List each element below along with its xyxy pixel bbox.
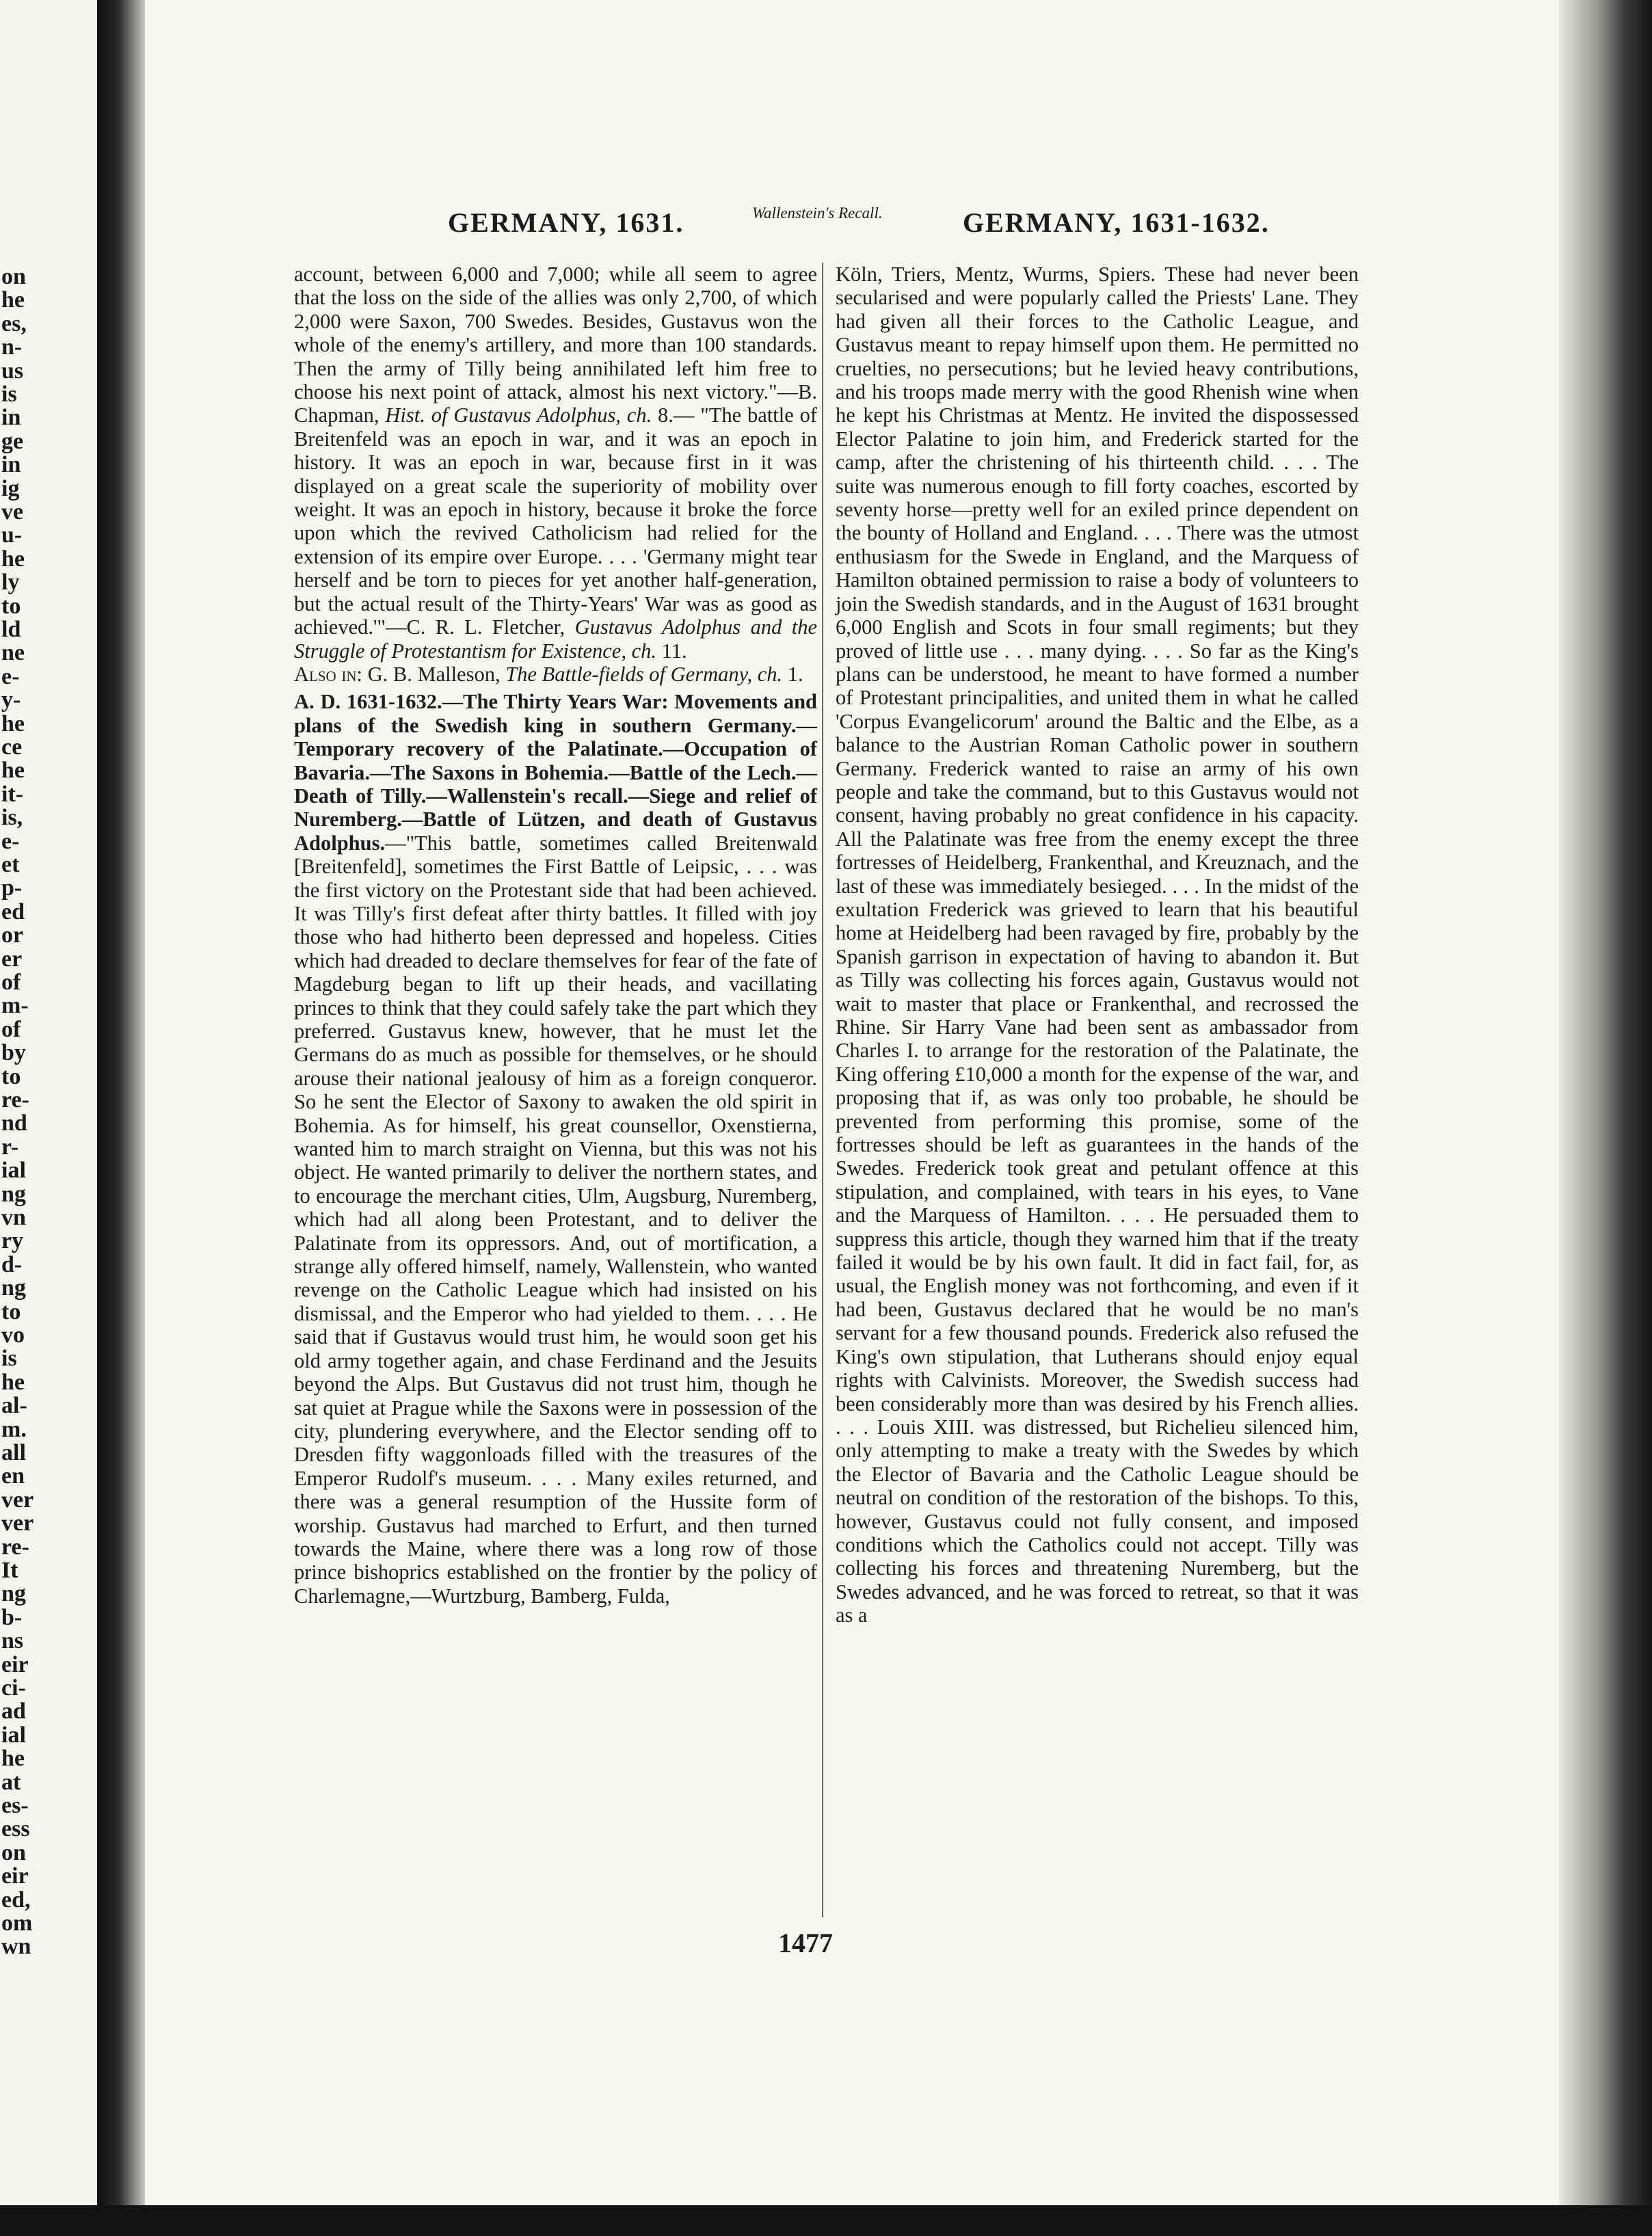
- adjacent-page-fragment: d-: [1, 1251, 23, 1277]
- adjacent-page-fragment: ce: [1, 734, 23, 760]
- adjacent-page-fragment: ng: [1, 1275, 26, 1301]
- adjacent-page-fragment: to: [1, 1063, 21, 1089]
- adjacent-page-fragment: ad: [1, 1699, 26, 1725]
- adjacent-page-fragment: at: [1, 1769, 21, 1795]
- adjacent-page-fragment: in: [1, 405, 21, 431]
- adjacent-page-fragment: re-: [1, 1087, 29, 1113]
- adjacent-page-fragment: es-: [1, 1793, 29, 1818]
- adjacent-page-fragment: b-: [1, 1604, 23, 1630]
- adjacent-page-fragment: to: [1, 1299, 21, 1325]
- adjacent-page-fragment: us: [1, 358, 24, 384]
- adjacent-page-fragment: vn: [1, 1205, 26, 1230]
- adjacent-page-fragment: es,: [1, 310, 27, 336]
- adjacent-page-fragment: nd: [1, 1110, 27, 1136]
- adjacent-page-fragment: et: [1, 852, 20, 877]
- adjacent-page-fragment: er: [1, 946, 23, 972]
- adjacent-page-fragment: in: [1, 452, 21, 478]
- adjacent-page-fragment: he: [1, 1369, 25, 1395]
- running-head-right: GERMANY, 1631-1632.: [963, 207, 1270, 238]
- adjacent-page-fragment: ial: [1, 1158, 26, 1184]
- adjacent-page-fragment: ne: [1, 640, 25, 666]
- adjacent-page-fragment: he: [1, 710, 25, 736]
- adjacent-page-fragment: ge: [1, 428, 24, 454]
- adjacent-page-fragment: e-: [1, 828, 20, 854]
- adjacent-page-fragment: ve: [1, 499, 24, 524]
- adjacent-page-fragment: It: [1, 1558, 18, 1583]
- adjacent-page-fragment: y-: [1, 687, 21, 713]
- right-column-text: Köln, Triers, Mentz, Wurms, Spiers. These had never been secularised and were popularly called the Priests' Lane. They had given all their forces to the Catholic League, and Gustavus meant to repay himself upon them. He permitted no cruelties, no persecutions; but he levied heavy contributions, and his troops made merry with the good Rhenish wine when he kept his Christmas at Mentz. He invited the dispossessed Elector Palatine to join him, and Frederick started for the camp, after the christening of his thirteenth child. . . . The suite was numerous enough to fill forty coaches, escorted by seventy horse—pretty well for an exiled prince dependent on the bounty of Holland and England. . . . There was the utmost enthusiasm for the Swede in England, and the Marquess of Hamilton obtained permission to raise a body of volunteers to join the Swedish standards, and in the August of 1631 brought 6,000 English and Scots in four small regiments; but they proved of little use . . . many dying. . . . So far as the King's plans can be understood, he meant to have formed a number of Protestant principalities, and united them in what he called 'Corpus Evangelicorum' around the Baltic and the Elbe, as a balance to the Austrian Roman Catholic power in southern Germany. Frederick wanted to raise an army of his own people and take the command, but to this Gustavus would not consent, having probably no great confidence in his capacity. All the Palatinate was free from the enemy except the three fortresses of Heidelberg, Frankenthal, and Kreuznach, and the last of these was immediately besieged. . . . In the midst of the exultation Frederick was grieved to learn that his beautiful home at Heidelberg had been ravaged by fire, probably by the Spanish garrison in expectation of having to abandon it. But as Tilly was collecting his forces again, Gustavus would not wait to master that place or Frankenthal, and recrossed the Rhine. Sir Harry Vane had been sent as ambassador from Charles I. to arrange for the restoration of the Palatinate, the King offering £10,000 a month for the expense of the war, and proposing that if, as was only too probable, he should be prevented from performing this promise, some of the fortresses should be left as guarantees in the hands of the Swedes. Frederick took great and petulant offence at this stipulation, and complained, with tears in his eyes, to Vane and the Marquess of Hamilton. . . . He persuaded them to suppress this article, though they warned him that if the treaty failed it would be by his own fault. It did in fact fail, for, as usual, the English money was not forthcoming, and even if it had been, Gustavus declared that he would be no man's servant for a few thousand pounds. Frederick also refused the King's own stipulation, that Lutherans should enjoy equal rights with Calvinists. Moreover, the Swedish success had been considerably more than was desired by his French allies. . . . Louis XIII. was distressed, but Richelieu silenced him, only attempting to make a treaty with the Swedes by which the Elector of Bavaria and the Catholic League should be neutral on condition of the restoration of the bishops. To this, however, Gustavus could not fully consent, and imposed conditions which the Catholics could not accept. Tilly was collecting his forces and threatening Nuremberg, but the Swedes advanced, and he was forced to retreat, so that it was as a: [836, 263, 1359, 1627]
- adjacent-page-fragment: on: [1, 264, 26, 289]
- left-column: [294, 263, 817, 1608]
- entry-heading: A. D. 1631-1632.—The Thirty Years War: Movements and plans of the Swedish king in southern Germany.—Temporary recovery of the Palatinate.—Occupation of Bavaria.—The Saxons in Bohemia.—Battle of the Lech.—Death of Tilly.—Wallenstein's recall.—Siege and relief of Nuremberg.—Battle of Lützen, and death of Gustavus Adolphus.: [294, 690, 817, 855]
- adjacent-page-fragment: ver: [1, 1487, 34, 1513]
- running-head-center: Wallenstein's Recall.: [752, 204, 883, 222]
- column-rule: [822, 263, 823, 1917]
- adjacent-page-fragment: he: [1, 1746, 25, 1772]
- adjacent-page-fragment: n-: [1, 334, 23, 360]
- entry-text: —"This battle, sometimes called Breitenwald [Breitenfeld], sometimes the First Battle of Leipsic, . . . was the first victory on the Protestant side that had been achieved. It was Tilly's first defeat after thirty battles. It filled with joy those who had hitherto been depressed and hopeless. Cities which had dreaded to declare themselves for fear of the fate of Magdeburg began to lift up their heads, and vacillating princes to think that they could safely take the part which they preferred. Gustavus knew, however, that he must let the Germans do as much as possible for themselves, or he should arouse their national jealousy of him as a foreign conqueror. So he sent the Elector of Saxony to awaken the old spirit in Bohemia. As for himself, his great counsellor, Oxenstierna, wanted him to march straight on Vienna, but this was not his object. He wanted primarily to deliver the northern states, and to encourage the merchant cities, Ulm, Augsburg, Nuremberg, which had all along been Protestant, and to deliver the Palatinate from its oppressors. And, out of mortification, a strange ally offered himself, namely, Wallenstein, who wanted revenge on the Catholic League which had insisted on his dismissal, and the Emperor who had yielded to them. . . . He said that if Gustavus would trust him, he would soon get his old army together again, and chase Ferdinand and the Jesuits beyond the Alps. But Gustavus did not trust him, though he sat quiet at Prague while the Saxons were in possession of the city, plundering everywhere, and the Elector sending off to Dresden fifty waggonloads filled with the treasures of the Emperor Rudolf's museum. . . . Many exiles returned, and there was a general resumption of the Hussite form of worship. Gustavus had marched to Erfurt, and then turned towards the Maine, where there was a long row of those prince bishoprics established on the frontier by the policy of Charlemagne,—Wurtzburg, Bamberg, Fulda,: [294, 831, 817, 1608]
- adjacent-page-fragment: of: [1, 970, 21, 995]
- also-in-reference: Also in: G. B. Malleson, The Battle-fields of Germany, ch. 1.: [294, 662, 803, 686]
- adjacent-page-fragment: to: [1, 593, 21, 619]
- adjacent-page-fragment: p-: [1, 875, 23, 901]
- adjacent-page-fragment: ly: [1, 570, 20, 596]
- adjacent-page-fragment: is: [1, 382, 17, 407]
- gutter-shadow: [97, 0, 145, 2236]
- adjacent-page-fragment: re-: [1, 1534, 29, 1560]
- adjacent-page-fragment: eir: [1, 1651, 29, 1677]
- adjacent-page-fragment: u-: [1, 522, 23, 548]
- adjacent-page-fragment: e-: [1, 663, 20, 689]
- adjacent-page-fragment: ld: [1, 617, 21, 642]
- adjacent-page-strip: [0, 0, 97, 2236]
- adjacent-page-fragment: it-: [1, 781, 24, 807]
- page-edge-stack: [1559, 0, 1652, 2236]
- adjacent-page-fragment: of: [1, 1016, 21, 1042]
- adjacent-page-fragment: he: [1, 287, 25, 313]
- adjacent-page-fragment: ci-: [1, 1675, 26, 1701]
- adjacent-page-fragment: is: [1, 1346, 17, 1372]
- adjacent-page-fragment: ver: [1, 1510, 34, 1536]
- adjacent-page-fragment: vo: [1, 1322, 25, 1348]
- paragraph-continuation: account, between 6,000 and 7,000; while all seem to agree that the loss on the side of the allies was only 2,700, of which 2,000 were Saxon, 700 Swedes. Besides, Gustavus won the whole of the enemy's artillery, and more than 100 standards. Then the army of Tilly being annihilated left him free to choose his next point of attack, almost his next victory."—B. Chapman, Hist. of Gustavus Adolphus, ch. 8.— "The battle of Breitenfeld was an epoch in war, and it was an epoch in history. It was an epoch in war, because first in it was displayed on a great scale the superiority of mobility over weight. It was an epoch in history, because it broke the force upon which the revived Catholicism had relied for the extension of its empire over Europe. . . . 'Germany might tear herself and be torn to pieces for yet another half-generation, but the actual result of the Thirty-Years' War was as good as achieved.'"—C. R. L. Fletcher, Gustavus Adolphus and the Struggle of Protestantism for Existence, ch. 11.: [294, 263, 817, 663]
- adjacent-page-fragment: ed,: [1, 1887, 31, 1913]
- adjacent-page-fragment: he: [1, 758, 25, 784]
- adjacent-page-fragment: ng: [1, 1581, 26, 1607]
- adjacent-page-fragment: ry: [1, 1228, 24, 1254]
- adjacent-page-fragment: by: [1, 1040, 26, 1066]
- right-column: [836, 263, 1359, 1627]
- running-head-left: GERMANY, 1631.: [448, 207, 684, 238]
- entry-1631-1632: [294, 690, 817, 1608]
- adjacent-page-fragment: he: [1, 546, 25, 572]
- page-number: 1477: [778, 1928, 833, 1958]
- adjacent-page-fragment: m.: [1, 1416, 27, 1442]
- adjacent-page-fragment: ess: [1, 1816, 30, 1842]
- adjacent-page-fragment: om: [1, 1911, 33, 1936]
- adjacent-page-fragment: ns: [1, 1628, 24, 1654]
- adjacent-page-fragment: or: [1, 922, 24, 948]
- adjacent-page-fragment: is,: [1, 805, 23, 831]
- adjacent-page-fragment: m-: [1, 993, 29, 1019]
- adjacent-page-fragment: all: [1, 1440, 26, 1465]
- adjacent-page-fragment: r-: [1, 1134, 19, 1160]
- adjacent-page-fragment: ed: [1, 899, 25, 924]
- adjacent-page-fragment: ial: [1, 1722, 26, 1748]
- adjacent-page-fragment: wn: [1, 1934, 31, 1960]
- adjacent-page-fragment: ig: [1, 475, 20, 501]
- scan-bottom-band: [0, 2205, 1652, 2236]
- adjacent-page-fragment: on: [1, 1839, 26, 1865]
- adjacent-page-fragment: en: [1, 1463, 25, 1489]
- adjacent-page-fragment: eir: [1, 1863, 29, 1889]
- adjacent-page-fragment: ng: [1, 1181, 26, 1207]
- adjacent-page-fragment: al-: [1, 1393, 27, 1419]
